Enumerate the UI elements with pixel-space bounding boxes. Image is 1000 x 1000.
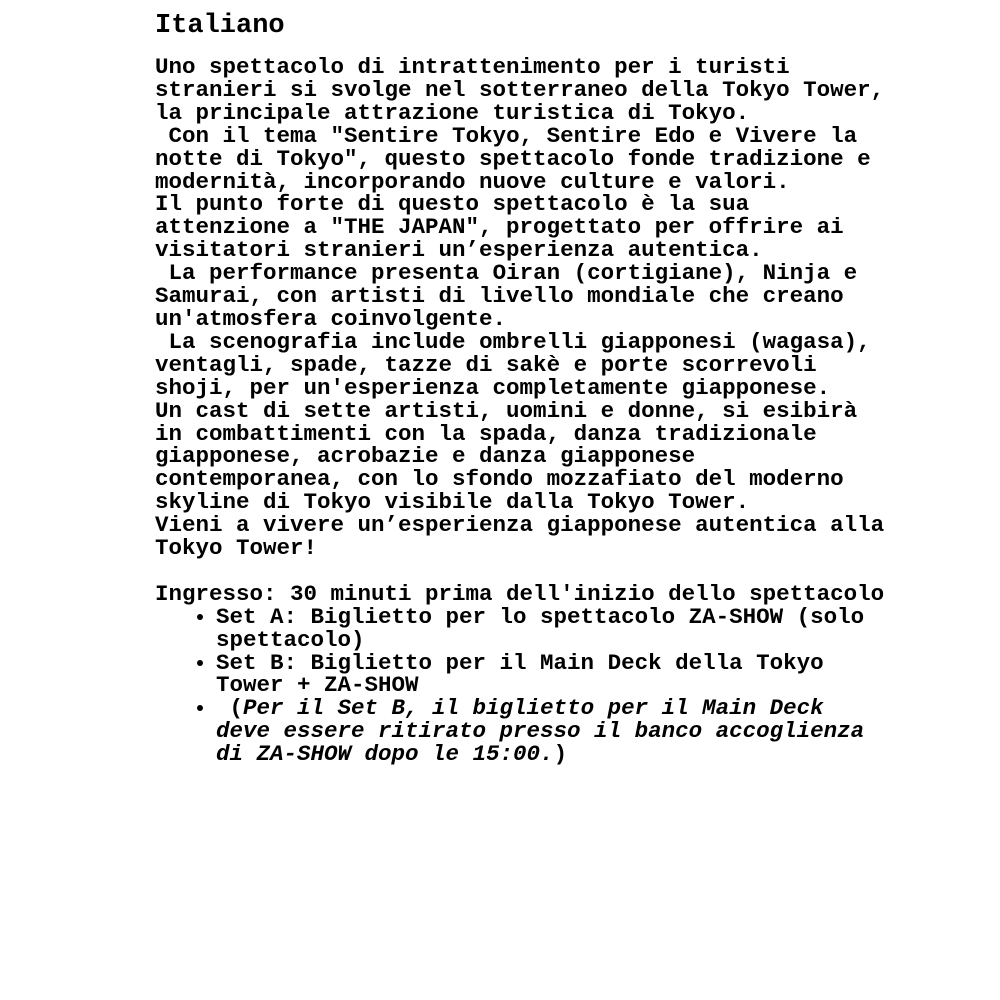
paragraph-cast: Un cast di sette artisti, uomini e donne, si esibirà in combattimenti con la spada, danza tradizionale giapponese, acrobazie e danza giapponese contemporanea, con lo sfondo mozzafiato del moderno skyline di Tokyo visibile dalla Tokyo Tower.	[155, 397, 871, 516]
document	[155, 8, 898, 768]
ticket-set-list	[155, 603, 885, 768]
paragraph-scenography: La scenografia include ombrelli giapponesi (wagasa), ventagli, spade, tazze di sakè e porte scorrevoli shoji, per un'esperienza completamente giapponese.	[155, 328, 885, 401]
note-open-paren: (	[216, 695, 244, 722]
note-text: Per il Set B, il biglietto per il Main Deck deve essere ritirato presso il banco accoglienza di ZA-SHOW dopo le 15:00.	[216, 695, 865, 768]
list-item-set-a: • Set A: Biglietto per lo spettacolo ZA-SHOW (solo spettacolo)	[216, 606, 885, 652]
paragraph-performance: La performance presenta Oiran (cortigiane), Ninja e Samurai, con artisti di livello mondiale che creano un'atmosfera coinvolgente.	[155, 260, 871, 332]
paragraph-intro: Uno spettacolo di intrattenimento per i turisti stranieri si svolge nel sotterraneo della Tokyo Tower, la principale attrazione turistica di Tokyo.	[155, 54, 898, 126]
paragraph-theme: Con il tema "Sentire Tokyo, Sentire Edo e Vivere la notte di Tokyo", questo spettacolo fonde tradizione e modernità, incorporando nuove culture e valori.	[155, 122, 885, 195]
body-text	[155, 54, 898, 607]
section-heading: Italiano	[155, 11, 285, 41]
note-close-paren: )	[553, 741, 568, 768]
blank-line	[155, 560, 885, 583]
list-item-note	[216, 697, 885, 766]
entry-info: Ingresso: 30 minuti prima dell'inizio dello spettacolo	[155, 580, 885, 607]
paragraph-highlight: Il punto forte di questo spettacolo è la sua attenzione a "THE JAPAN", progettato per offrire ai visitatori stranieri un’esperienza autentica.	[155, 191, 858, 264]
list-item-set-b: • Set B: Biglietto per il Main Deck della Tokyo Tower + ZA-SHOW	[216, 652, 885, 698]
paragraph-invitation: Vieni a vivere un’esperienza giapponese autentica alla Tokyo Tower!	[155, 512, 898, 562]
